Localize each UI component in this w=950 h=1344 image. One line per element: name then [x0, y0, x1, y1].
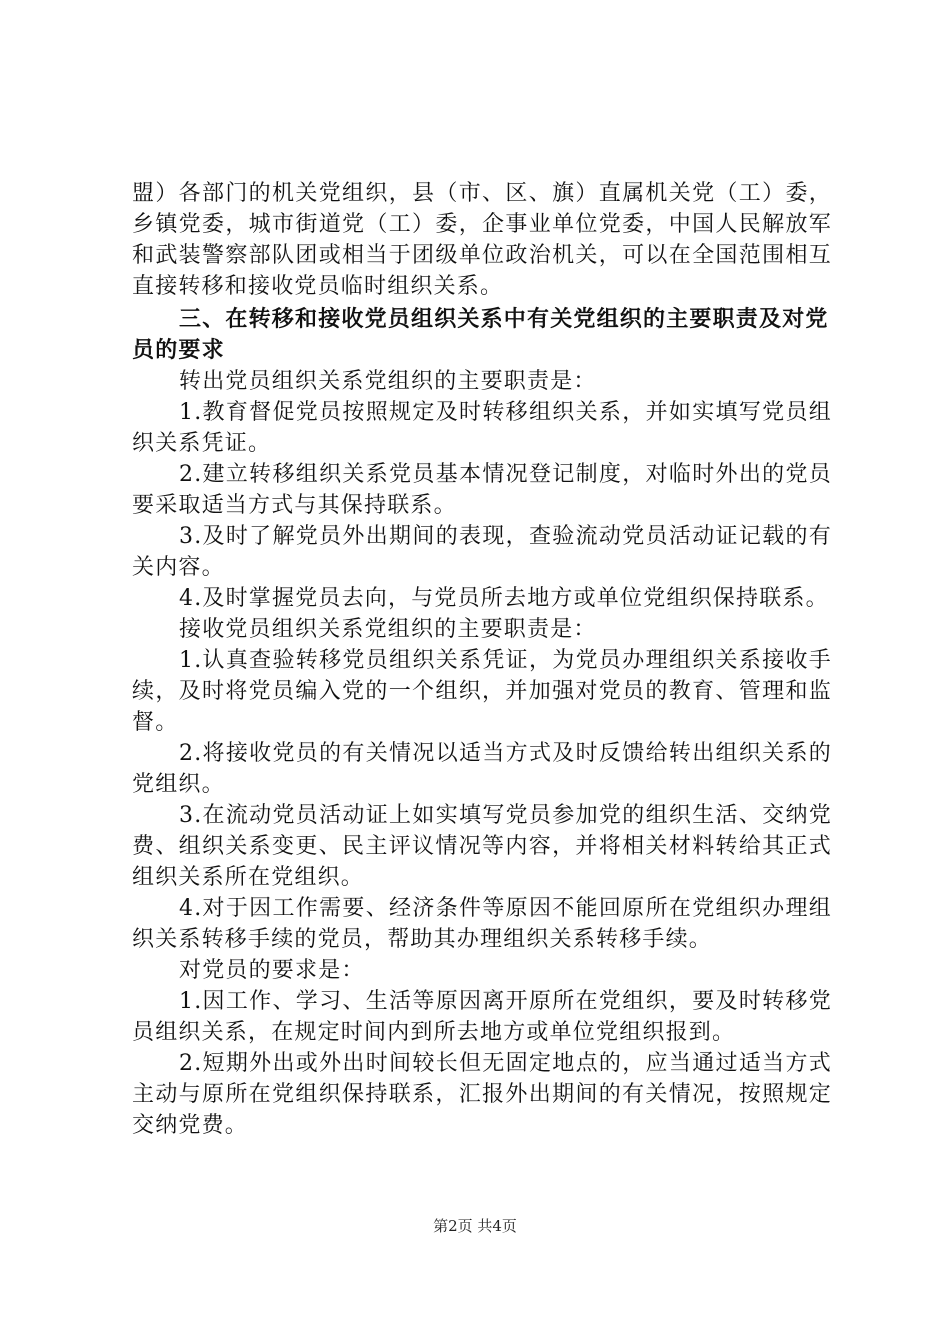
receive-item-4: 4.对于因工作需要、经济条件等原因不能回原所在党组织办理组织关系转移手续的党员，帮助其办理组织关系转移手续。 — [132, 896, 832, 952]
section-heading: 三、在转移和接收党员组织关系中有关党组织的主要职责及对党员的要求 — [132, 307, 829, 363]
transfer-out-item-2: 2.建立转移组织关系党员基本情况登记制度，对临时外出的党员要采取适当方式与其保持联系。 — [132, 462, 832, 518]
transfer-out-item-1: 1.教育督促党员按照规定及时转移组织关系，并如实填写党员组织关系凭证。 — [132, 400, 832, 456]
receive-item-1: 1.认真查验转移党员组织关系凭证，为党员办理组织关系接收手续，及时将党员编入党的一个组织，并加强对党员的教育、管理和监督。 — [132, 648, 832, 735]
document-body — [132, 178, 832, 1141]
receive-item-3: 3.在流动党员活动证上如实填写党员参加党的组织生活、交纳党费、组织关系变更、民主评议情况等内容，并将相关材料转给其正式组织关系所在党组织。 — [132, 803, 832, 890]
members-item-1: 1.因工作、学习、生活等原因离开原所在党组织，要及时转移党员组织关系，在规定时间内到所去地方或单位党组织报到。 — [132, 989, 832, 1045]
receive-intro: 接收党员组织关系党组织的主要职责是： — [179, 617, 597, 642]
transfer-out-item-3: 3.及时了解党员外出期间的表现，查验流动党员活动证记载的有关内容。 — [132, 524, 832, 580]
members-item-2: 2.短期外出或外出时间较长但无固定地点的，应当通过适当方式主动与原所在党组织保持联系，汇报外出期间的有关情况，按照规定交纳党费。 — [132, 1051, 832, 1138]
transfer-out-item-4: 4.及时掌握党员去向，与党员所去地方或单位党组织保持联系。 — [179, 586, 829, 611]
lead-paragraph: 盟）各部门的机关党组织，县（市、区、旗）直属机关党（工）委，乡镇党委，城市街道党（工）委，企事业单位党委，中国人民解放军和武装警察部队团或相当于团级单位政治机关，可以在全国范围相互直接转移和接收党员临时组织关系。 — [132, 181, 832, 299]
transfer-out-intro: 转出党员组织关系党组织的主要职责是： — [179, 369, 597, 394]
page-footer: 第2页 共4页 — [433, 1217, 517, 1235]
members-intro: 对党员的要求是： — [179, 958, 365, 983]
receive-item-2: 2.将接收党员的有关情况以适当方式及时反馈给转出组织关系的党组织。 — [132, 741, 832, 797]
